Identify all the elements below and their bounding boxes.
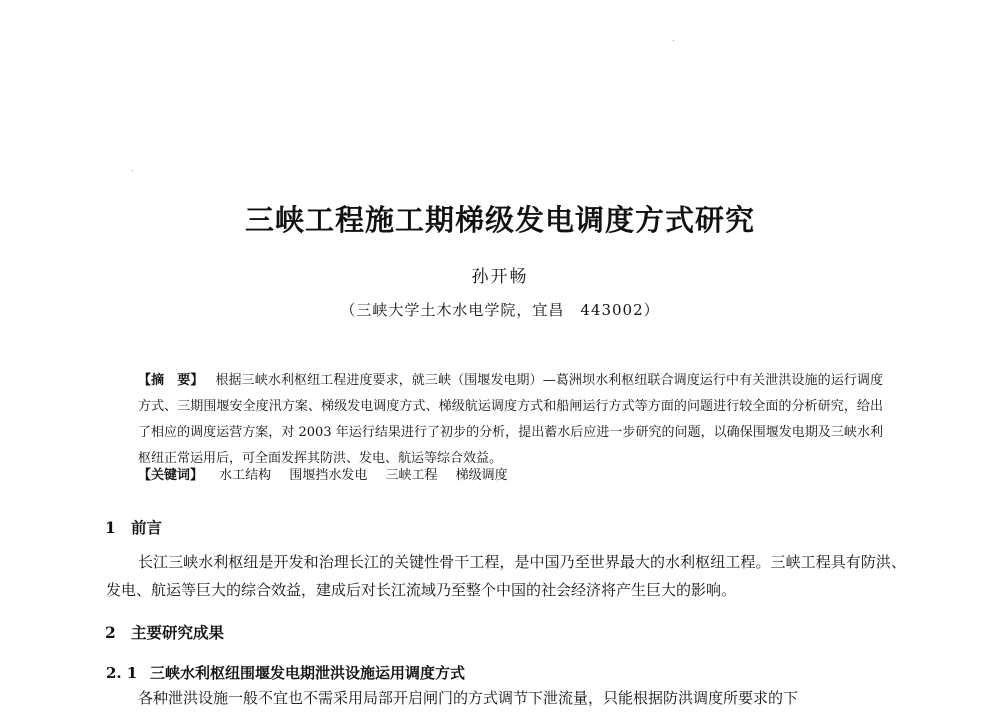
keyword: 水工结构 bbox=[219, 468, 272, 483]
section-heading bbox=[105, 621, 224, 643]
subsection-title: 三峡水利枢纽围堰发电期泄洪设施运用调度方式 bbox=[150, 664, 466, 682]
keyword: 围堰挡水发电 bbox=[289, 468, 368, 483]
abstract bbox=[138, 368, 883, 472]
subsection-number: 2. 1 bbox=[106, 664, 138, 682]
keyword: 三峡工程 bbox=[385, 468, 438, 483]
section-paragraph: 长江三峡水利枢纽是开发和治理长江的关键性骨干工程，是中国乃至世界最大的水利枢纽工程。三峡工程具有防洪、发电、航运等巨大的综合效益，建成后对长江流域乃至整个中国的社会经济将产生巨大的影响。 bbox=[106, 553, 906, 599]
scan-speck bbox=[673, 40, 674, 41]
subsection-heading bbox=[106, 662, 465, 683]
abstract-text: 根据三峡水利枢纽工程进度要求，就三峡（围堰发电期）—葛洲坝水利枢纽联合调度运行中有关泄洪设施的运行调度方式、三期围堰安全度汛方案、梯级发电调度方式、梯级航运调度方式和船闸运行方式等方面的问题进行较全面的分析研究，给出了相应的调度运营方案，对 2003 年运行结果进行了初步的分析，提出蓄水后应进一步研究的问题，以确保围堰发电期及三峡水利枢纽正常运用后，可全面发挥其防洪、发电、航运等综合效益。 bbox=[138, 373, 883, 466]
section-title: 前言 bbox=[131, 518, 163, 537]
keywords-label: 【关键词】 bbox=[138, 468, 204, 483]
author-name: 孙开畅 bbox=[471, 267, 529, 287]
abstract-label: 【摘 要】 bbox=[138, 373, 204, 388]
scan-speck bbox=[132, 170, 133, 171]
section-title: 主要研究成果 bbox=[131, 623, 225, 642]
subsection-paragraph: 各种泄洪设施一般不宜也不需采用局部开启闸门的方式调节下泄流量，只能根据防洪调度所要求的下 bbox=[138, 689, 799, 707]
section-number: 1 bbox=[105, 518, 116, 537]
keywords bbox=[138, 464, 522, 483]
section-heading bbox=[105, 516, 162, 538]
keyword: 梯级调度 bbox=[455, 468, 508, 483]
paper-title: 三峡工程施工期梯级发电调度方式研究 bbox=[244, 203, 755, 237]
section-number: 2 bbox=[105, 623, 116, 642]
author-affiliation: （三峡大学土木水电学院，宜昌 443002） bbox=[340, 301, 660, 319]
